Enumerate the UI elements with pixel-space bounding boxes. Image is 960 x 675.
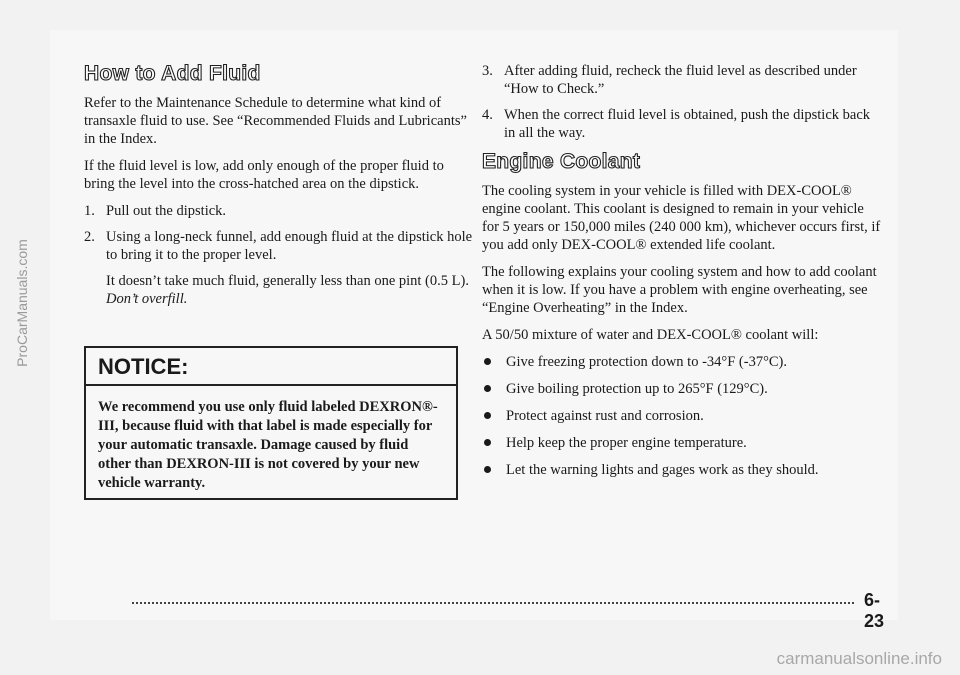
right-column bbox=[482, 62, 882, 488]
list-item: Give freezing protection down to -34°F (-37°C). bbox=[482, 353, 882, 371]
step-text: Pull out the dipstick. bbox=[106, 203, 227, 219]
steps-list-continued bbox=[482, 62, 882, 142]
step-number: 3. bbox=[482, 63, 493, 79]
step-number: 2. bbox=[84, 229, 95, 245]
step-note bbox=[84, 272, 474, 308]
list-item: Protect against rust and corrosion. bbox=[482, 407, 882, 425]
overfill-warning: Don’t overfill. bbox=[106, 291, 188, 307]
step-text: Using a long-neck funnel, add enough fluid at the dipstick hole to bring it to the proper level. bbox=[106, 229, 473, 263]
list-item bbox=[482, 106, 882, 142]
step-note-text: It doesn’t take much fluid, generally less than one pint (0.5 L). bbox=[106, 273, 469, 289]
list-item: Let the warning lights and gages work as they should. bbox=[482, 461, 882, 479]
side-watermark-text: ProCarManuals.com bbox=[14, 239, 30, 367]
notice-title: NOTICE: bbox=[86, 348, 456, 386]
list-item bbox=[84, 228, 474, 264]
paragraph-mixture: A 50/50 mixture of water and DEX-COOL® coolant will: bbox=[482, 327, 819, 343]
bullet-icon bbox=[484, 412, 491, 419]
list-item bbox=[84, 202, 474, 220]
section-heading-engine-coolant: Engine Coolant bbox=[482, 150, 641, 173]
notice-box bbox=[84, 346, 458, 500]
step-text: After adding fluid, recheck the fluid level as described under “How to Check.” bbox=[504, 63, 857, 97]
steps-list bbox=[84, 202, 474, 264]
page-number: 6-23 bbox=[864, 590, 885, 631]
coolant-benefits-list bbox=[482, 353, 882, 479]
side-watermark bbox=[2, 185, 30, 425]
list-item bbox=[482, 62, 882, 98]
footer-rule bbox=[132, 602, 854, 604]
paragraph-cooling-system: The cooling system in your vehicle is filled with DEX-COOL® engine coolant. This coolant is designed to remain in your vehicle for 5 years or 150,000 miles (240 000 km), whichever occurs first, if you add only DEX-COOL® extended life coolant. bbox=[482, 183, 881, 253]
list-item: Help keep the proper engine temperature. bbox=[482, 434, 882, 452]
paragraph-fluid-level: If the fluid level is low, add only enough of the proper fluid to bring the level into the cross-hatched area on the dipstick. bbox=[84, 158, 444, 192]
step-number: 1. bbox=[84, 203, 95, 219]
notice-body: We recommend you use only fluid labeled DEXRON®-III, because fluid with that label is made especially for your automatic transaxle. Damage caused by fluid other than DEXRON-III is not covered by your new vehicle warranty. bbox=[98, 399, 438, 491]
step-number: 4. bbox=[482, 107, 493, 123]
bottom-watermark: carmanualsonline.info bbox=[776, 649, 942, 668]
paragraph-maintenance: Refer to the Maintenance Schedule to determine what kind of transaxle fluid to use. See “Recommended Fluids and Lubricants” in the Index. bbox=[84, 95, 467, 147]
left-column bbox=[84, 62, 474, 491]
bullet-icon bbox=[484, 466, 491, 473]
bullet-icon bbox=[484, 358, 491, 365]
paragraph-explanation: The following explains your cooling system and how to add coolant when it is low. If you have a problem with engine overheating, see “Engine Overheating” in the Index. bbox=[482, 264, 877, 316]
bullet-icon bbox=[484, 439, 491, 446]
list-item: Give boiling protection up to 265°F (129°C). bbox=[482, 380, 882, 398]
section-heading-add-fluid: How to Add Fluid bbox=[84, 62, 261, 85]
manual-page bbox=[50, 30, 898, 631]
bullet-icon bbox=[484, 385, 491, 392]
step-text: When the correct fluid level is obtained, push the dipstick back in all the way. bbox=[504, 107, 871, 141]
